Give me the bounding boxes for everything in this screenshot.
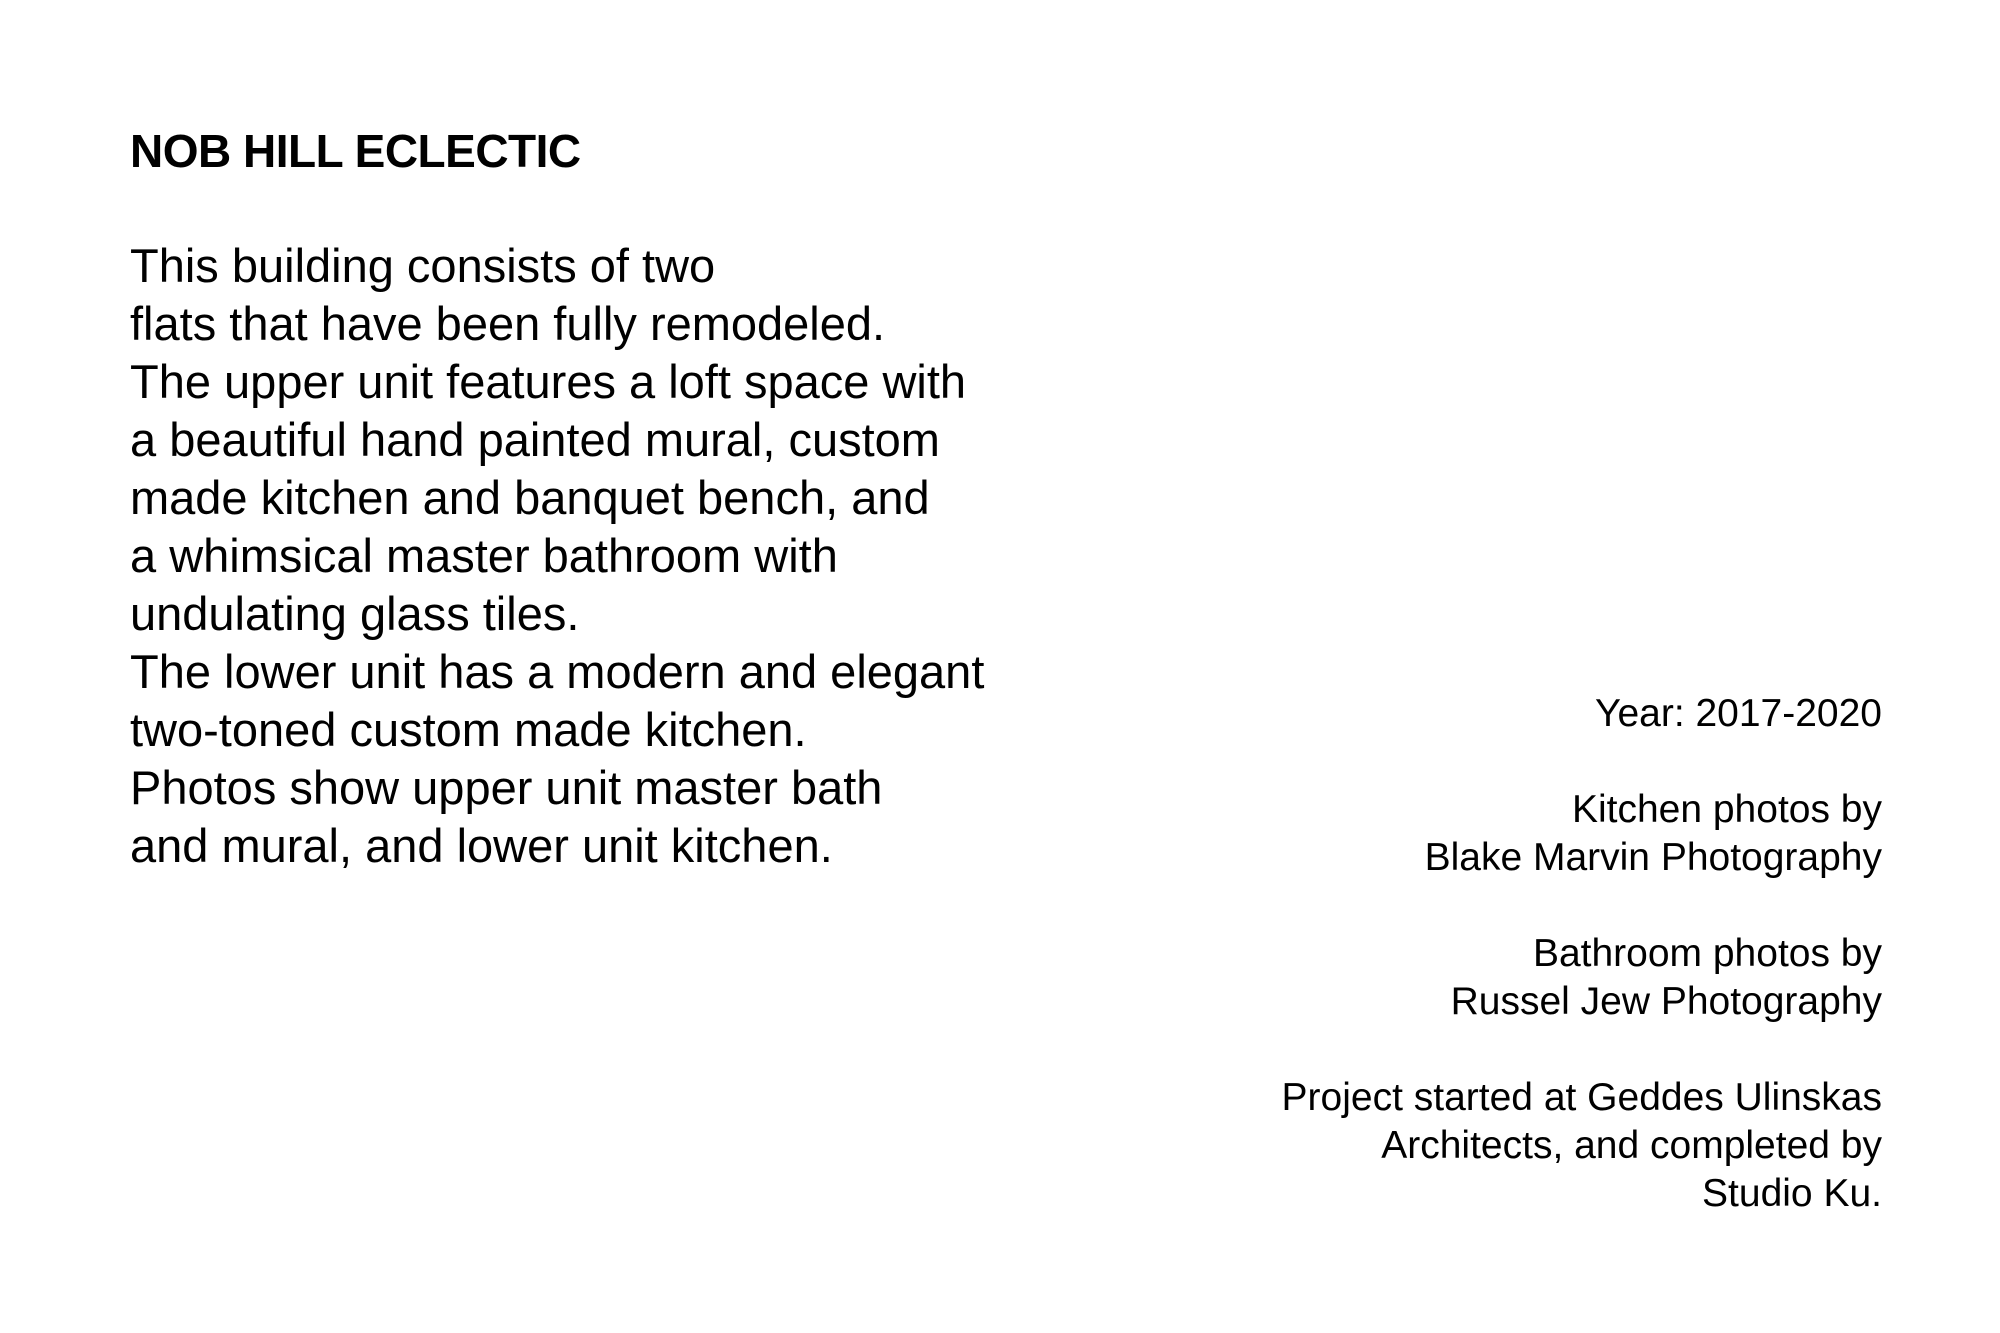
project-history-line: Studio Ku.: [1702, 1172, 1882, 1215]
description-line: flats that have been fully remodeled.: [130, 297, 886, 350]
bathroom-credit-label: Bathroom photos by: [1532, 932, 1882, 975]
description-line: a whimsical master bathroom with: [130, 529, 838, 582]
description-line: The lower unit has a modern and elegant: [130, 645, 985, 698]
kitchen-credit: [982, 786, 1882, 882]
year-block: [982, 690, 1882, 738]
project-history: [982, 1074, 1882, 1218]
project-title: NOB HILL ECLECTIC: [130, 125, 581, 177]
kitchen-credit-label: Kitchen photos by: [1571, 788, 1882, 831]
description-line: a beautiful hand painted mural, custom: [130, 413, 940, 466]
project-history-line: Project started at Geddes Ulinskas: [1281, 1076, 1882, 1119]
description-line: two-toned custom made kitchen.: [130, 703, 807, 756]
description-line: made kitchen and banquet bench, and: [130, 471, 930, 524]
bathroom-photographer: Russel Jew Photography: [1450, 980, 1882, 1023]
bathroom-credit: [982, 930, 1882, 1026]
description-line: and mural, and lower unit kitchen.: [130, 819, 833, 872]
project-history-line: Architects, and completed by: [1381, 1124, 1882, 1167]
description-line: This building consists of two: [130, 239, 716, 292]
project-description: [130, 237, 984, 875]
project-year: Year: 2017-2020: [1595, 692, 1882, 735]
description-line: Photos show upper unit master bath: [130, 761, 883, 814]
description-line: The upper unit features a loft space with: [130, 355, 967, 408]
project-credits: [982, 690, 1882, 1266]
kitchen-photographer: Blake Marvin Photography: [1424, 836, 1882, 879]
description-line: undulating glass tiles.: [130, 587, 580, 640]
